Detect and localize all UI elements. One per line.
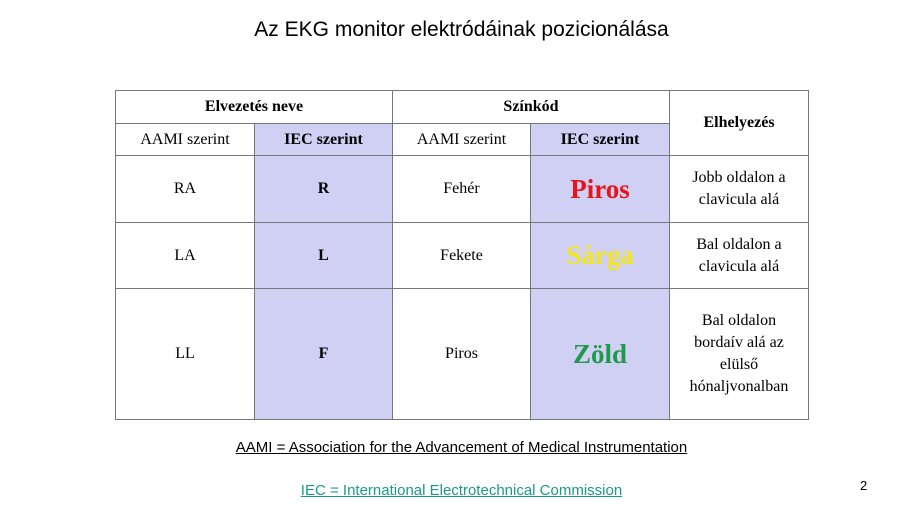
placement-line: elülső bbox=[719, 356, 759, 373]
placement-cell bbox=[670, 289, 809, 420]
iec-definition: IEC = International Electrotechnical Commission bbox=[300, 482, 623, 499]
header-color-code: Színkód bbox=[393, 91, 670, 124]
iec-color-cell: Zöld bbox=[531, 289, 670, 420]
electrode-table bbox=[115, 90, 809, 420]
aami-color-cell: Fehér bbox=[393, 156, 531, 223]
placement-cell bbox=[670, 223, 809, 289]
aami-color-cell: Fekete bbox=[393, 223, 531, 289]
header-placement: Elhelyezés bbox=[670, 91, 809, 156]
header-lead-name: Elvezetés neve bbox=[116, 91, 393, 124]
placement-line: Bal oldalon a bbox=[696, 235, 782, 253]
iec-lead-cell: F bbox=[255, 289, 393, 420]
aami-lead-cell: LA bbox=[116, 223, 255, 289]
placement-line: clavicula alá bbox=[698, 191, 780, 208]
page-number: 2 bbox=[860, 478, 868, 493]
aami-lead-cell: RA bbox=[116, 156, 255, 223]
iec-color-cell: Piros bbox=[531, 156, 670, 223]
placement-line: clavicula alá bbox=[698, 257, 780, 275]
page-title: Az EKG monitor elektródáinak pozicionálása bbox=[254, 18, 669, 41]
table-row bbox=[116, 289, 809, 420]
iec-lead-cell: L bbox=[255, 223, 393, 289]
aami-lead-cell: LL bbox=[116, 289, 255, 420]
iec-lead-cell: R bbox=[255, 156, 393, 223]
header-iec-color: IEC szerint bbox=[531, 124, 670, 156]
placement-line: hónaljvonalban bbox=[689, 378, 789, 395]
aami-color-cell: Piros bbox=[393, 289, 531, 420]
header-iec-lead: IEC szerint bbox=[255, 124, 393, 156]
table-row bbox=[116, 156, 809, 223]
placement-line: Jobb oldalon a bbox=[692, 169, 786, 186]
placement-cell bbox=[670, 156, 809, 223]
header-aami-color: AAMI szerint bbox=[393, 124, 531, 156]
header-aami-lead: AAMI szerint bbox=[116, 124, 255, 156]
table-row bbox=[116, 223, 809, 289]
iec-color-cell: Sárga bbox=[531, 223, 670, 289]
aami-definition: AAMI = Association for the Advancement of Medical Instrumentation bbox=[235, 439, 688, 456]
placement-line: Bal oldalon bbox=[701, 312, 777, 329]
header-row-main bbox=[116, 91, 809, 124]
placement-line: bordaív alá az bbox=[694, 334, 784, 351]
